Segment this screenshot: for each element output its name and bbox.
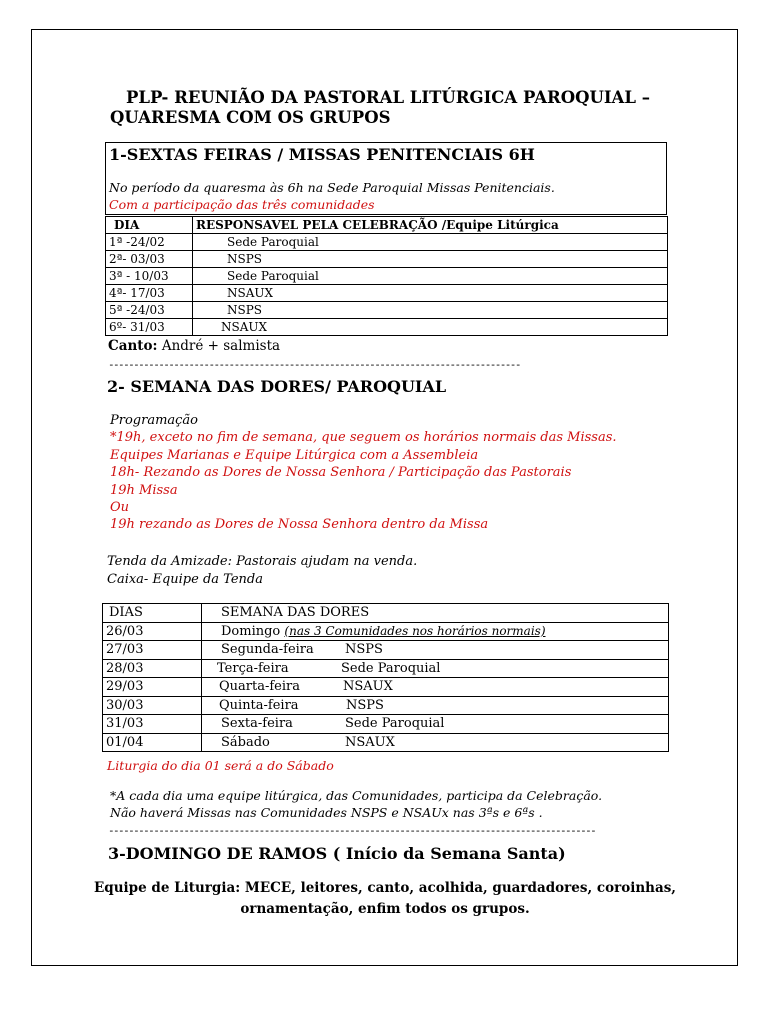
cell-date: 29/03 (103, 678, 202, 697)
cell-responsible: NSAUX (193, 285, 668, 302)
day-responsible: NSPS (345, 642, 383, 658)
equipe-label: Equipe de Liturgia: (93, 880, 241, 896)
note-line: Não haverá Missas nas Comunidades NSPS e NSAUx nas 3ªs e 6ªs . (110, 805, 543, 820)
programacao-line: Ou (110, 500, 130, 516)
canto-label: Canto: (108, 338, 158, 354)
cell-date: 26/03 (103, 622, 202, 641)
programacao-line: *19h, exceto no fim de semana, que seguem os horários normais das Missas. (110, 430, 617, 446)
cell-date: 28/03 (103, 659, 202, 678)
day-name: Quarta-feira (219, 679, 300, 695)
divider-1: ---------------------------------------------------------------------------------- (108, 358, 520, 371)
section2-heading: 2- SEMANA DAS DORES/ PAROQUIAL (107, 377, 447, 396)
notes-block (110, 787, 602, 821)
cell-date: 4ª- 17/03 (106, 285, 193, 302)
table-row (103, 641, 669, 660)
day-name: Domingo (221, 623, 281, 639)
programacao-line: 19h rezando as Dores de Nossa Senhora dentro da Missa (110, 517, 489, 533)
canto-line (108, 338, 280, 354)
cell-responsible: Sede Paroquial (193, 234, 668, 251)
cell-day (202, 733, 669, 752)
day-responsible: Sede Paroquial (345, 716, 445, 732)
cell-date: 2ª- 03/03 (106, 251, 193, 268)
programacao-line: Equipes Marianas e Equipe Litúrgica com a Assembleia (110, 447, 479, 463)
cell-day (202, 678, 669, 697)
table-header-row (106, 217, 668, 234)
semana-das-dores-table (102, 603, 669, 752)
day-name: Sábado (221, 734, 270, 750)
table-row (106, 285, 668, 302)
programacao-label: Programação (110, 413, 199, 428)
day-responsible: Sede Paroquial (341, 660, 441, 676)
cell-responsible: NSPS (193, 251, 668, 268)
cell-date: 5ª -24/03 (106, 302, 193, 319)
table-row (106, 268, 668, 285)
programacao-line: 19h Missa (110, 482, 178, 498)
divider-2: ------------------------------------------------------------------------------------------------- (108, 824, 596, 837)
day-name: Terça-feira (217, 660, 289, 676)
cell-date: 27/03 (103, 641, 202, 660)
table-row (103, 715, 669, 734)
penitential-masses-table (105, 216, 668, 336)
day-name: Segunda-feira (221, 642, 314, 658)
cell-responsible: NSAUX (193, 319, 668, 336)
cell-date: 6º- 31/03 (106, 319, 193, 336)
column-header-dias: DIAS (103, 604, 202, 623)
caixa-text: Caixa- Equipe da Tenda (107, 572, 263, 587)
title-line-2: QUARESMA COM OS GRUPOS (110, 108, 391, 127)
column-header-semana: SEMANA DAS DORES (202, 604, 669, 623)
section1-text: No período da quaresma às 6h na Sede Paroquial Missas Penitenciais. (109, 180, 555, 195)
cell-date: 30/03 (103, 696, 202, 715)
cell-responsible: Sede Paroquial (193, 268, 668, 285)
canto-value: André + salmista (157, 338, 281, 354)
table-row (103, 622, 669, 641)
section1-text-red: Com a participação das três comunidades (109, 197, 375, 212)
table-row (103, 659, 669, 678)
day-name: Quinta-feira (219, 697, 299, 713)
day-responsible: NSAUX (343, 679, 393, 695)
day-note: (nas 3 Comunidades nos horários normais) (284, 623, 546, 638)
document-title (110, 88, 650, 128)
section3-heading: 3-DOMINGO DE RAMOS ( Início da Semana Santa) (108, 844, 566, 863)
day-name: Sexta-feira (221, 716, 293, 732)
column-header-dia: DIA (106, 217, 193, 234)
liturgia-note: Liturgia do dia 01 será a do Sábado (107, 758, 334, 773)
table-row (103, 678, 669, 697)
equipe-text: MECE, leitores, canto, acolhida, guardadores, coroinhas, ornamentação, enfim todos os grupos. (240, 880, 677, 917)
programacao-line: 18h- Rezando as Dores de Nossa Senhora / Participação das Pastorais (110, 465, 572, 481)
cell-day (202, 659, 669, 678)
cell-date: 3ª - 10/03 (106, 268, 193, 285)
cell-date: 31/03 (103, 715, 202, 734)
day-responsible: NSAUX (345, 734, 395, 750)
table-row (106, 234, 668, 251)
cell-date: 1ª -24/02 (106, 234, 193, 251)
table-row (103, 696, 669, 715)
table-header-row (103, 604, 669, 623)
table-row (106, 302, 668, 319)
programacao-block (110, 412, 617, 534)
day-responsible: NSPS (346, 697, 384, 713)
table-row (106, 319, 668, 336)
tenda-text: Tenda da Amizade: Pastorais ajudam na venda. (107, 554, 418, 569)
cell-day (202, 622, 669, 641)
table-row (103, 733, 669, 752)
cell-day (202, 715, 669, 734)
section1-box (105, 142, 667, 215)
note-line: *A cada dia uma equipe litúrgica, das Comunidades, participa da Celebração. (110, 788, 603, 803)
cell-day (202, 696, 669, 715)
cell-day (202, 641, 669, 660)
column-header-responsavel: RESPONSAVEL PELA CELEBRAÇÃO /Equipe Litúrgica (193, 217, 668, 234)
table-row (106, 251, 668, 268)
cell-responsible: NSPS (193, 302, 668, 319)
title-line-1: PLP- REUNIÃO DA PASTORAL LITÚRGICA PAROQUIAL – (126, 88, 650, 107)
section1-heading: 1-SEXTAS FEIRAS / MISSAS PENITENCIAIS 6H (109, 145, 535, 164)
tenda-block (107, 553, 417, 589)
equipe-paragraph (90, 878, 680, 920)
cell-date: 01/04 (103, 733, 202, 752)
